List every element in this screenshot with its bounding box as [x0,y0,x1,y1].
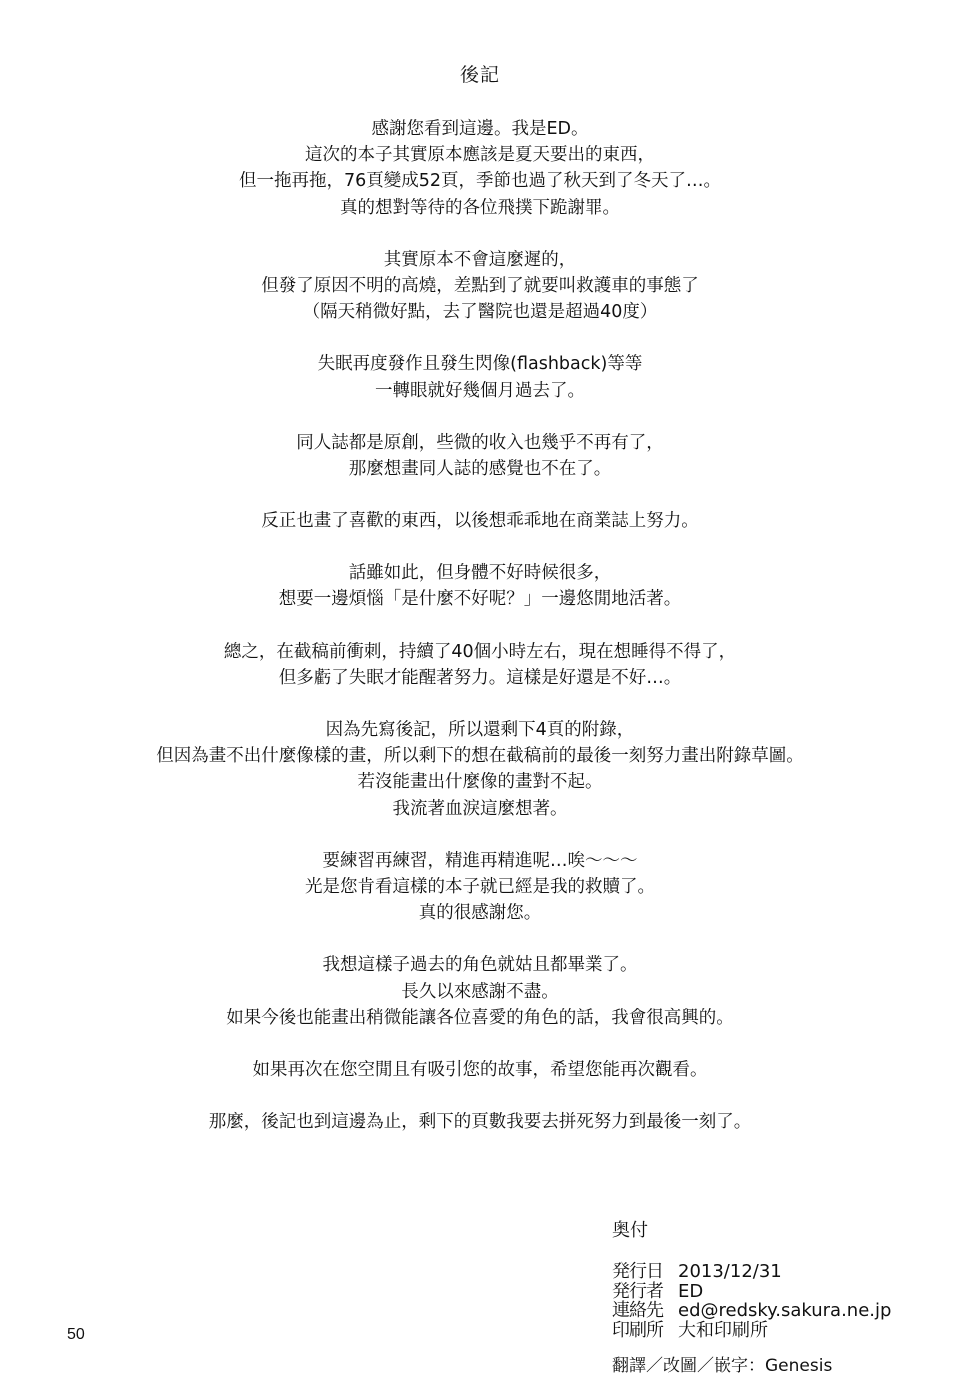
afterword-line: 真的很感謝您。 [418,903,542,924]
afterword-line: 因為先寫後記，所以還剩下4頁的附錄， [325,720,635,740]
afterword-paragraph [0,351,960,403]
afterword-line: 其實原本不會這麼遲的， [383,249,577,270]
afterword-paragraph [0,952,960,1031]
colophon-value: 2013/12/31 [678,1261,782,1282]
page-number: 50 [67,1326,85,1343]
afterword-paragraph [0,848,960,927]
afterword-line: 但因為畫不出什麼像樣的畫，所以剩下的想在截稿前的最後一刻努力畫出附錄草圖。 [156,746,804,767]
colophon-value: ED [678,1280,704,1302]
afterword-paragraph [0,1057,960,1083]
afterword-line: 那麼，後記也到這邊為止，剩下的頁數我要去拼死努力到最後一刻了。 [208,1112,752,1133]
colophon-key: 発行日 [612,1261,663,1282]
colophon-row [612,1301,912,1321]
afterword-paragraph [0,717,960,822]
translation-credit: 翻譯／改圖／嵌字：Genesis [612,1356,833,1376]
colophon-value: ed@redsky.sakura.ne.jp [678,1300,892,1321]
afterword-line: 同人誌都是原創，些微的收入也幾乎不再有了， [296,432,664,453]
colophon-key: 連絡先 [612,1300,663,1321]
afterword-paragraph [0,560,960,612]
afterword-line: 這次的本子其實原本應該是夏天要出的東西， [305,145,655,166]
colophon-heading: 奥付 [612,1220,648,1241]
afterword-paragraph [0,508,960,534]
colophon-row [612,1321,912,1341]
afterword-line: 一轉眼就好幾個月過去了。 [375,380,585,401]
afterword-line: 真的想對等待的各位飛撲下跪謝罪。 [340,197,620,218]
afterword-line: 長久以來感謝不盡。 [401,981,559,1002]
afterword-line: 光是您肯看這樣的本子就已經是我的救贖了。 [305,876,655,897]
afterword-line: 但發了原因不明的高燒，差點到了就要叫救護車的事態了 [261,275,699,296]
colophon-key: 印刷所 [612,1319,663,1341]
afterword-line: 那麼想畫同人誌的感覺也不在了。 [348,458,612,479]
afterword-paragraph [0,1109,960,1135]
colophon-row [612,1262,912,1282]
colophon-table [612,1262,912,1340]
colophon-row [612,1282,912,1302]
afterword-paragraph [0,430,960,482]
afterword-line: （隔天稍微好點，去了醫院也還是超過40度） [302,302,658,323]
afterword-line: 總之，在截稿前衝刺，持續了40個小時左右，現在想睡得不得了， [223,641,737,662]
afterword-line: 如果再次在您空閒且有吸引您的故事，希望您能再次觀看。 [252,1059,708,1080]
afterword-paragraph [0,639,960,691]
colophon-value: 大和印刷所 [678,1319,768,1341]
afterword-line: 要練習再練習，精進再精進呢…唉～～～ [322,850,638,871]
afterword-line: 但一拖再拖，76頁變成52頁，季節也過了秋天到了冬天了…。 [238,171,722,192]
afterword-paragraph [0,116,960,221]
afterword-line: 感謝您看到這邊。我是ED。 [371,119,589,139]
afterword-line: 如果今後也能畫出稍微能讓各位喜愛的角色的話，我會很高興的。 [226,1007,734,1028]
afterword-line: 我流著血淚這麼想著。 [392,798,568,819]
colophon [612,1216,912,1340]
afterword-paragraph [0,247,960,326]
afterword-line: 若沒能畫出什麼像的畫對不起。 [357,772,603,793]
afterword-line: 但多虧了失眠才能醒著努力。這樣是好還是不好…。 [278,667,682,688]
afterword-body [0,116,960,1161]
afterword-line: 話雖如此，但身體不好時候很多， [348,563,612,584]
colophon-key: 発行者 [612,1280,663,1302]
afterword-line: 想要一邊煩惱「是什麼不好呢？」一邊悠閒地活著。 [278,589,682,610]
afterword-line: 失眠再度發作且發生閃像(flashback)等等 [317,354,643,375]
afterword-line: 反正也畫了喜歡的東西，以後想乖乖地在商業誌上努力。 [261,511,699,532]
afterword-line: 我想這樣子過去的角色就姑且都畢業了。 [322,955,638,976]
afterword-title: 後記 [459,64,500,86]
